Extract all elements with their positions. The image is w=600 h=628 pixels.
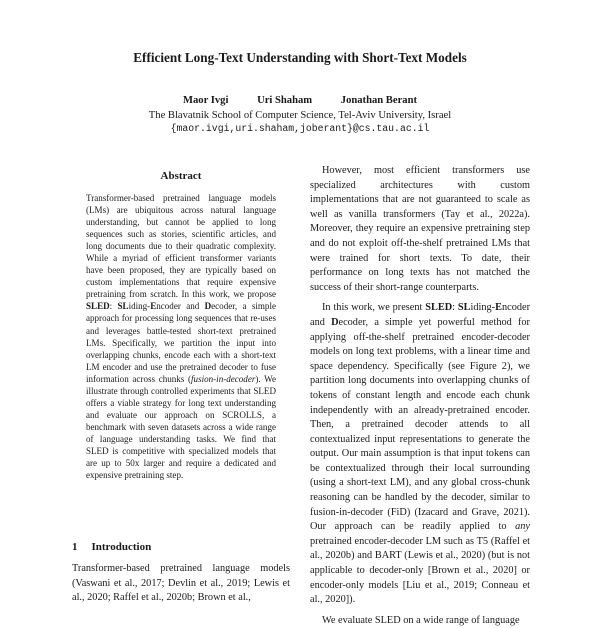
paragraph: However, most efficient transformers use specialized architectures with custom implementations that are not guaranteed to scale as well as vanilla transformers (Tay et al., 2022a). Moreover, they require an expensive pretraining step and do not exploit off-the-shelf pretrained LMs that were trained for short texts. To date, their performance on long texts has not matched the success of their short-range counterparts. (310, 165, 530, 293)
section-heading-introduction: 1 Introduction (72, 541, 152, 553)
affiliation: The Blavatnik School of Computer Science, Tel-Aviv University, Israel (148, 110, 452, 121)
paragraph: We evaluate SLED on a wide range of language (322, 614, 520, 626)
abstract-heading: Abstract (160, 170, 202, 182)
author-emails: {maor.ivgi,uri.shaham,joberant}@cs.tau.ac.il (170, 123, 430, 134)
introduction-text: Transformer-based pretrained language models (Vaswani et al., 2017; Devlin et al., 2019; Lewis et al., 2020; Raffel et al., 2020b; Brown et al., (72, 563, 290, 604)
abstract-text: Transformer-based pretrained language models (LMs) are ubiquitous across natural language understanding, but cannot be applied to long sequences such as stories, scientific articles, and long documents due to their quadratic complexity. While a myriad of efficient transformer variants have been proposed, they are typically based on custom implementations that require expensive pretraining from scratch. In this work, we propose SLED: SLiding-Encoder and Decoder, a simple approach for processing long sequences that re-uses and leverages battle-tested short-text pretrained LMs. Specifically, we partition the input into overlapping chunks, encode each with a short-text LM encoder and use the pretrained decoder to fuse information across chunks (fusion-in-decoder). We illustrate through controlled experiments that SLED offers a viable strategy for long text understanding and evaluate our approach on SCROLLS, a benchmark with seven datasets across a wide range of language understanding tasks. We find that SLED is competitive with specialized models that are up to 50x larger and require a dedicated and expensive pretraining step. (86, 193, 277, 481)
right-column (310, 164, 530, 628)
paragraph: In this work, we present SLED: SLiding-Encoder and Decoder, a simple yet powerful method for applying off-the-shelf pretrained encoder-decoder models on long text problems, with a linear time and space dependency. Specifically (see Figure 2), we partition long documents into overlapping chunks of tokens of constant length and encode each chunk independently with an already-pretrained encoder. Then, a pretrained decoder attends to all contextualized input representations to generate the output. Our main assumption is that input tokens can be contextualized through their local surrounding (using a short-text LM), and any global cross-chunk reasoning can be handled by the decoder, similar to fusion-in-decoder (FiD) (Izacard and Grave, 2021). Our approach can be readily applied to any pretrained encoder-decoder LM such as T5 (Raffel et al., 2020b) and BART (Lewis et al., 2020) (but is not applicable to decoder-only [Brown et al., 2020] or encoder-only models [Liu et al., 2019; Conneau et al., 2020]). (310, 302, 530, 606)
author-list (0, 95, 600, 106)
author-name: Jonathan Berant (340, 95, 417, 106)
paper-title: Efficient Long-Text Understanding with Short-Text Models (133, 50, 467, 65)
author-name: Maor Ivgi (182, 95, 229, 106)
author-name: Uri Shaham (257, 95, 313, 106)
